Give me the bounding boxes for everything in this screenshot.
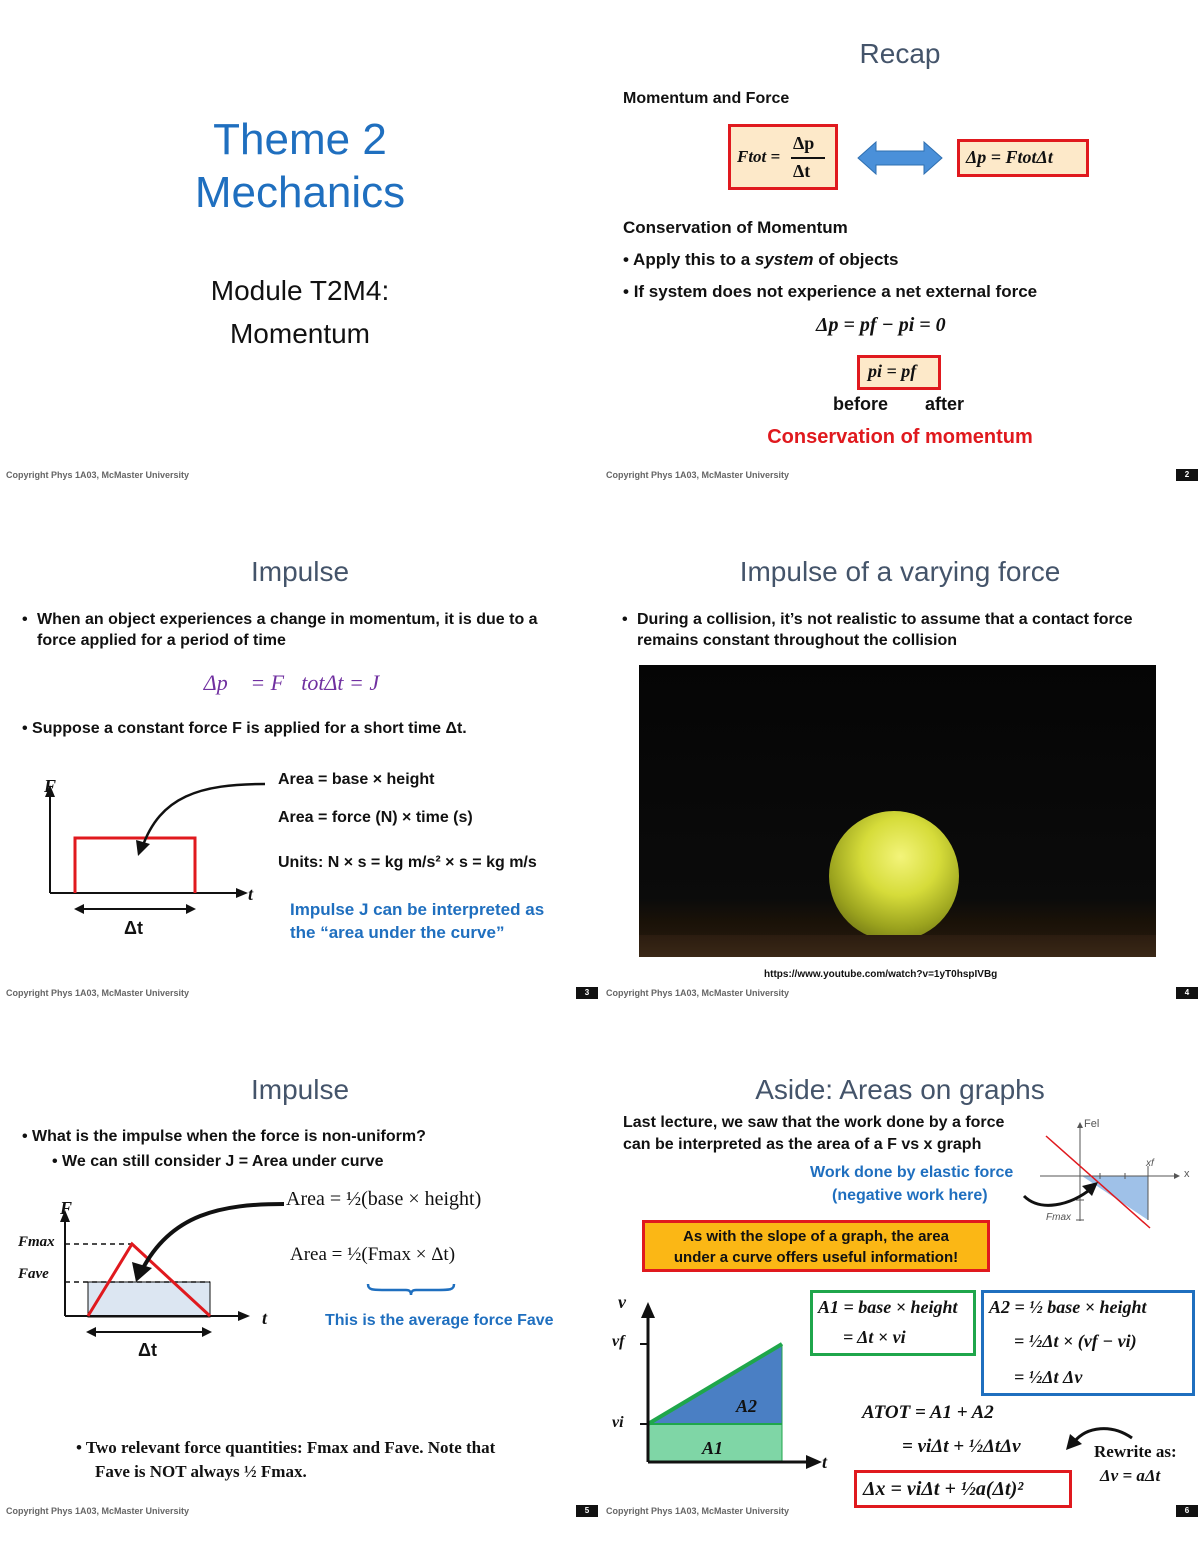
axis-label-f: F (60, 1198, 73, 1218)
page-number: 6 (1176, 1505, 1198, 1517)
eq-numerator: Δp (793, 133, 815, 153)
eq-conservation-text: pi = pf (868, 361, 917, 381)
final-equation-text: Δx = viΔt + ½a(Δt)² (863, 1478, 1024, 1500)
video-url-link[interactable]: https://www.youtube.com/watch?v=1yT0hspIVBg (764, 969, 998, 980)
page-number: 5 (576, 1505, 598, 1517)
footer-copyright: Copyright Phys 1A03, McMaster University (606, 1506, 790, 1516)
curved-arrow-icon (126, 1196, 286, 1286)
curved-arrow-icon (1020, 1176, 1100, 1216)
bullet-item: • When an object experiences a change in momentum, it is due to a force applied for a period of time (22, 611, 538, 649)
fmax-label: Fmax (18, 1234, 55, 1250)
average-force-note: This is the average force Fave (325, 1312, 554, 1329)
bottom-note-line-1: • Two relevant force quantities: Fmax and Fave. Note that (76, 1438, 496, 1457)
work-note-line-1: Work done by elastic force (810, 1164, 1014, 1181)
box-a2-line-2: = ½Δt × (vf − vi) (1014, 1331, 1137, 1351)
footer-copyright: Copyright Phys 1A03, McMaster University (6, 988, 190, 998)
slide-2 (600, 0, 1200, 518)
slide-title: Impulse (250, 1074, 350, 1105)
rewrite-line-2: Δv = aΔt (1100, 1466, 1161, 1485)
total-area-line-1: ATOT = A1 + A2 (862, 1402, 994, 1423)
impulse-equation: Δp⃗ = F⃗totΔt = J⃗ (203, 670, 397, 695)
video-frame[interactable] (639, 665, 1156, 957)
interpretation-line-2: the “area under the curve” (290, 923, 505, 942)
box-a1-line-2: = Δt × vi (843, 1327, 906, 1347)
box-a2-line-1: A2 = ½ base × height (989, 1297, 1147, 1317)
work-note-line-2: (negative work here) (832, 1187, 988, 1204)
mini-label-fmax: Fmax (1046, 1212, 1071, 1223)
box-a2 (981, 1290, 1195, 1396)
axis-label-t: t (822, 1452, 828, 1472)
slide-title-line-1: Theme 2 (213, 115, 387, 164)
box-a2-line-3: = ½Δt Δv (1014, 1367, 1083, 1387)
units-text: Units: N × s = kg m/s² × s = kg m/s (278, 854, 537, 871)
footer-copyright: Copyright Phys 1A03, McMaster University (606, 988, 790, 998)
equation-delta-p: Δp = pf − pi = 0 (816, 314, 946, 336)
label-after: after (925, 394, 965, 414)
total-area-line-2: = viΔt + ½ΔtΔv (902, 1436, 1021, 1457)
vf-label: vf (612, 1333, 625, 1350)
page-number: 2 (1176, 469, 1198, 481)
area-text-2: Area = force (N) × time (s) (278, 809, 473, 826)
slide-6 (600, 1036, 1200, 1554)
eq-denominator: Δt (793, 161, 811, 181)
intro-line-1: Last lecture, we saw that the work done by a force (623, 1114, 1005, 1131)
footer-copyright: Copyright Phys 1A03, McMaster University (6, 470, 190, 480)
highlight-note-box (642, 1220, 990, 1272)
bullet-item: • During a collision, it’s not realistic to assume that a contact force remains constant throughout the collision (622, 611, 1133, 649)
slide-title: Aside: Areas on graphs (755, 1074, 1045, 1105)
eq-lhs: Ftot = (737, 147, 781, 166)
label-before: before (833, 394, 889, 414)
eq-fraction-bar (791, 157, 825, 159)
slide-subtitle-line-2: Momentum (229, 318, 371, 349)
intro-line-2: can be interpreted as the area of a F vs x graph (623, 1136, 982, 1153)
highlight-note-line-1: As with the slope of a graph, the area (683, 1228, 949, 1245)
interpretation-line-1: Impulse J can be interpreted as (290, 900, 545, 919)
mini-label-xf: xf (1146, 1158, 1154, 1169)
bullet-item: • If system does not experience a net external force (623, 282, 1038, 301)
footer-copyright: Copyright Phys 1A03, McMaster University (606, 470, 790, 480)
equation-box-conservation (857, 355, 941, 390)
section-heading: Momentum and Force (623, 90, 790, 107)
rewrite-line-1: Rewrite as: (1094, 1442, 1177, 1461)
section-heading-conservation: Conservation of Momentum (623, 218, 848, 237)
conclusion-text: Conservation of momentum (767, 426, 1033, 448)
box-a1 (810, 1290, 976, 1356)
slide-title: Recap (859, 38, 941, 69)
area-equation-1: Area = ½(base × height) (286, 1188, 482, 1210)
equation-box-force (728, 124, 838, 190)
eq-impulse-text: Δp = FtotΔt (966, 147, 1053, 167)
slide-title: Impulse (250, 556, 350, 587)
bottom-note-line-2: Fave is NOT always ½ Fmax. (95, 1462, 307, 1481)
sub-bullet-item: • We can still consider J = Area under curve (52, 1153, 384, 1170)
bullet-item: • What is the impulse when the force is non-uniform? (22, 1128, 426, 1145)
area-a2-label: A2 (736, 1396, 758, 1416)
delta-t-label: Δt (124, 918, 143, 938)
area-equation-2: Area = ½(Fmax × Δt) (290, 1244, 456, 1265)
page-number: 4 (1176, 987, 1198, 999)
mini-label-x: x (1184, 1168, 1190, 1180)
area-text-1: Area = base × height (278, 771, 435, 788)
curved-arrow-icon (130, 776, 270, 856)
slide-4 (600, 518, 1200, 1036)
slide-1 (0, 0, 600, 518)
axis-label-t: t (248, 884, 254, 904)
underbrace-icon (366, 1282, 456, 1296)
bullet-item: • Apply this to a system of objects (623, 250, 899, 269)
tennis-ball-image (829, 811, 959, 941)
axis-label-f: F (44, 776, 57, 796)
slide-subtitle-line-1: Module T2M4: (210, 275, 390, 306)
axis-label-t: t (262, 1308, 268, 1328)
equation-box-impulse (957, 139, 1089, 177)
mini-label-fel: Fel (1084, 1118, 1100, 1130)
page-number: 3 (576, 987, 598, 999)
footer-copyright: Copyright Phys 1A03, McMaster University (6, 1506, 190, 1516)
final-equation-box (854, 1470, 1072, 1508)
table-surface (639, 935, 1156, 957)
double-arrow-icon (858, 140, 942, 176)
box-a1-line-1: A1 = base × height (818, 1297, 958, 1317)
delta-t-label: Δt (138, 1340, 157, 1360)
vi-label: vi (612, 1414, 624, 1431)
axis-label-v: v (618, 1292, 626, 1312)
area-a1-label: A1 (702, 1438, 724, 1458)
highlight-note-line-2: under a curve offers useful information! (673, 1249, 959, 1266)
fave-label: Fave (18, 1266, 49, 1282)
slide-title-line-2: Mechanics (194, 168, 406, 217)
slide-3 (0, 518, 600, 1036)
slide-5 (0, 1036, 600, 1554)
bullet-item: • Suppose a constant force F is applied for a short time Δt. (22, 720, 467, 737)
slide-title: Impulse of a varying force (739, 556, 1061, 587)
